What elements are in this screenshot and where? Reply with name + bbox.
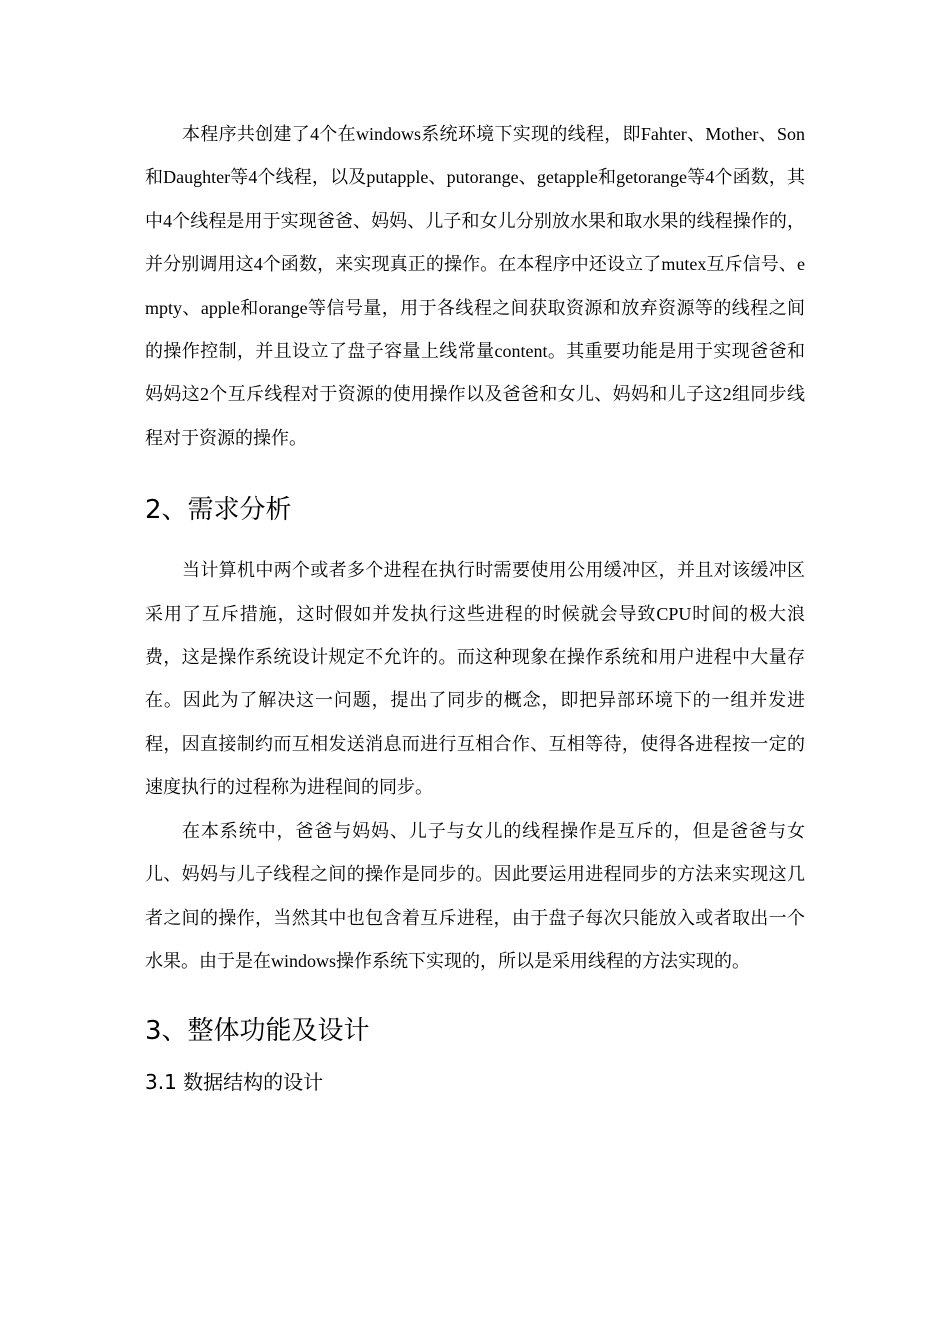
section-heading-design: 3、整体功能及设计 (145, 1016, 370, 1047)
document-body (145, 113, 805, 1095)
section-heading-requirements: 2、需求分析 (145, 495, 292, 526)
subsection-heading-data-structure: 3.1 数据结构的设计 (145, 1070, 324, 1095)
analysis-paragraph-2: 在本系统中，爸爸与妈妈、儿子与女儿的线程操作是互斥的，但是爸爸与女儿、妈妈与儿子线程之间的操作是同步的。因此要运用进程同步的方法来实现这几者之间的操作，当然其中也包含着互斥进程，由于盘子每次只能放入或者取出一个水果。由于是在windows操作系统下实现的，所以是采用线程的方法实现的。 (145, 820, 805, 971)
intro-paragraph: 本程序共创建了4个在windows系统环境下实现的线程，即Fahter、Mother、Son和Daughter等4个线程，以及putapple、putorange、getapple和getorange等4个函数，其中4个线程是用于实现爸爸、妈妈、儿子和女儿分别放水果和取水果的线程操作的，并分别调用这4个函数，来实现真正的操作。在本程序中还设立了mutex互斥信号、empty、apple和orange等信号量，用于各线程之间获取资源和放弃资源等的线程之间的操作控制，并且设立了盘子容量上线常量content。其重要功能是用于实现爸爸和妈妈这2个互斥线程对于资源的使用操作以及爸爸和女儿、妈妈和儿子这2组同步线程对于资源的操作。 (145, 124, 805, 448)
analysis-paragraph-1: 当计算机中两个或者多个进程在执行时需要使用公用缓冲区，并且对该缓冲区采用了互斥措施，这时假如并发执行这些进程的时候就会导致CPU时间的极大浪费，这是操作系统设计规定不允许的。而这种现象在操作系统和用户进程中大量存在。因此为了解决这一问题，提出了同步的概念，即把异部环境下的一组并发进程，因直接制约而互相发送消息而进行互相合作、互相等待，使得各进程按一定的速度执行的过程称为进程间的同步。 (145, 560, 805, 798)
